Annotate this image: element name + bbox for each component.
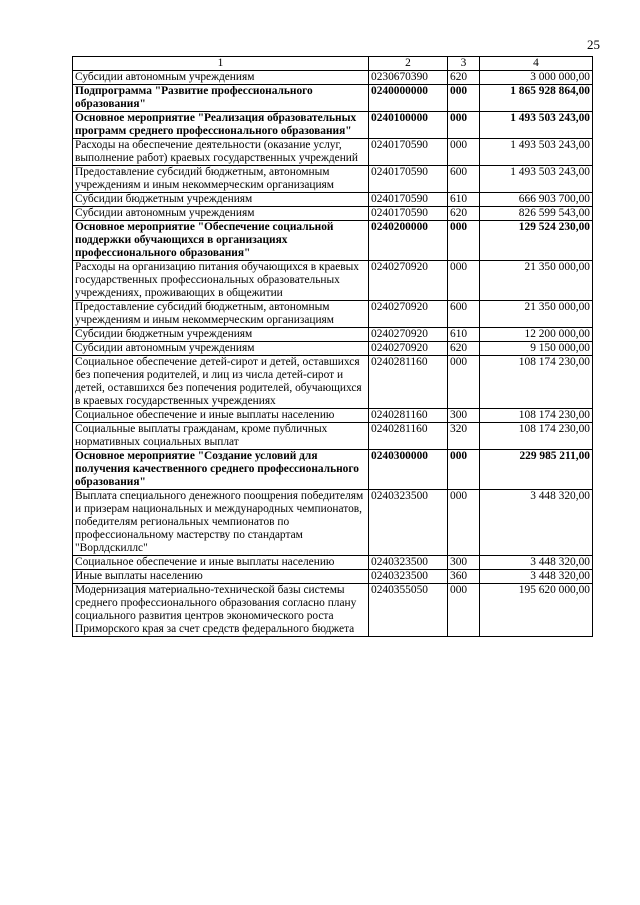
row-name: Социальное обеспечение и иные выплаты населению — [73, 409, 369, 423]
row-code: 0240300000 — [369, 450, 448, 490]
row-code: 0240323500 — [369, 490, 448, 556]
row-sum: 108 174 230,00 — [480, 423, 593, 450]
budget-table — [72, 56, 593, 637]
row-sum: 3 448 320,00 — [480, 490, 593, 556]
row-sum: 666 903 700,00 — [480, 193, 593, 207]
table-row — [73, 166, 593, 193]
row-name: Основное мероприятие "Реализация образовательных программ среднего профессионального образования" — [73, 112, 369, 139]
row-expense-type: 620 — [448, 342, 480, 356]
table-row — [73, 193, 593, 207]
table-body — [73, 71, 593, 637]
row-expense-type: 000 — [448, 139, 480, 166]
row-code: 0240270920 — [369, 328, 448, 342]
table-row — [73, 409, 593, 423]
table-header-row — [73, 57, 593, 71]
row-sum: 195 620 000,00 — [480, 584, 593, 637]
row-sum: 9 150 000,00 — [480, 342, 593, 356]
row-expense-type: 300 — [448, 556, 480, 570]
row-expense-type: 360 — [448, 570, 480, 584]
header-col-name: 1 — [73, 57, 369, 71]
table-row — [73, 423, 593, 450]
row-code: 0240000000 — [369, 85, 448, 112]
row-sum: 1 865 928 864,00 — [480, 85, 593, 112]
row-sum: 129 524 230,00 — [480, 221, 593, 261]
row-name: Основное мероприятие "Создание условий для получения качественного среднего профессионального образования" — [73, 450, 369, 490]
row-sum: 108 174 230,00 — [480, 409, 593, 423]
row-name: Основное мероприятие "Обеспечение социальной поддержки обучающихся в организациях профессионального образования" — [73, 221, 369, 261]
header-col-code: 2 — [369, 57, 448, 71]
row-name: Подпрограмма "Развитие профессионального образования" — [73, 85, 369, 112]
row-name: Расходы на организацию питания обучающихся в краевых государственных профессиональных образовательных учреждениях, проживающих в общежитии — [73, 261, 369, 301]
row-code: 0240270920 — [369, 301, 448, 328]
table-row — [73, 261, 593, 301]
row-code: 0240323500 — [369, 556, 448, 570]
table-row — [73, 556, 593, 570]
row-sum: 1 493 503 243,00 — [480, 112, 593, 139]
row-name: Иные выплаты населению — [73, 570, 369, 584]
row-expense-type: 600 — [448, 301, 480, 328]
row-name: Модернизация материально-технической базы системы среднего профессионального образования согласно плану социального развития центров экономического роста Приморского края за счет средств федерального бюджета — [73, 584, 369, 637]
row-expense-type: 610 — [448, 193, 480, 207]
row-sum: 21 350 000,00 — [480, 301, 593, 328]
table-row — [73, 221, 593, 261]
table-row — [73, 139, 593, 166]
table-row — [73, 356, 593, 409]
row-sum: 1 493 503 243,00 — [480, 139, 593, 166]
row-name: Социальное обеспечение и иные выплаты населению — [73, 556, 369, 570]
row-expense-type: 320 — [448, 423, 480, 450]
row-sum: 3 000 000,00 — [480, 71, 593, 85]
row-code: 0240170590 — [369, 193, 448, 207]
header-col-vr: 3 — [448, 57, 480, 71]
page-number: 25 — [587, 37, 600, 52]
row-code: 0240270920 — [369, 261, 448, 301]
table-row — [73, 584, 593, 637]
table-row — [73, 342, 593, 356]
row-expense-type: 000 — [448, 450, 480, 490]
row-expense-type: 000 — [448, 261, 480, 301]
table-row — [73, 71, 593, 85]
row-name: Субсидии бюджетным учреждениям — [73, 193, 369, 207]
row-name: Субсидии бюджетным учреждениям — [73, 328, 369, 342]
row-name: Социальные выплаты гражданам, кроме публичных нормативных социальных выплат — [73, 423, 369, 450]
row-expense-type: 620 — [448, 207, 480, 221]
row-code: 0240281160 — [369, 409, 448, 423]
table-row — [73, 490, 593, 556]
row-sum: 21 350 000,00 — [480, 261, 593, 301]
row-expense-type: 000 — [448, 85, 480, 112]
row-expense-type: 000 — [448, 221, 480, 261]
row-code: 0240323500 — [369, 570, 448, 584]
row-code: 0240200000 — [369, 221, 448, 261]
row-name: Субсидии автономным учреждениям — [73, 207, 369, 221]
row-expense-type: 000 — [448, 356, 480, 409]
table-row — [73, 570, 593, 584]
row-sum: 826 599 543,00 — [480, 207, 593, 221]
row-expense-type: 620 — [448, 71, 480, 85]
row-name: Субсидии автономным учреждениям — [73, 71, 369, 85]
row-name: Расходы на обеспечение деятельности (оказание услуг, выполнение работ) краевых государственных учреждений — [73, 139, 369, 166]
header-col-sum: 4 — [480, 57, 593, 71]
row-sum: 108 174 230,00 — [480, 356, 593, 409]
row-name: Субсидии автономным учреждениям — [73, 342, 369, 356]
row-expense-type: 000 — [448, 490, 480, 556]
row-expense-type: 600 — [448, 166, 480, 193]
row-sum: 3 448 320,00 — [480, 556, 593, 570]
row-code: 0240270920 — [369, 342, 448, 356]
row-code: 0240100000 — [369, 112, 448, 139]
table-row — [73, 328, 593, 342]
row-sum: 12 200 000,00 — [480, 328, 593, 342]
table-row — [73, 450, 593, 490]
row-expense-type: 300 — [448, 409, 480, 423]
row-code: 0240281160 — [369, 423, 448, 450]
row-code: 0240170590 — [369, 139, 448, 166]
row-expense-type: 000 — [448, 584, 480, 637]
row-expense-type: 000 — [448, 112, 480, 139]
row-code: 0240170590 — [369, 207, 448, 221]
row-sum: 3 448 320,00 — [480, 570, 593, 584]
row-sum: 229 985 211,00 — [480, 450, 593, 490]
row-code: 0240281160 — [369, 356, 448, 409]
table-row — [73, 301, 593, 328]
row-name: Предоставление субсидий бюджетным, автономным учреждениям и иным некоммерческим организациям — [73, 301, 369, 328]
row-name: Предоставление субсидий бюджетным, автономным учреждениям и иным некоммерческим организациям — [73, 166, 369, 193]
row-sum: 1 493 503 243,00 — [480, 166, 593, 193]
row-code: 0240355050 — [369, 584, 448, 637]
table-row — [73, 85, 593, 112]
table-row — [73, 207, 593, 221]
row-expense-type: 610 — [448, 328, 480, 342]
row-code: 0230670390 — [369, 71, 448, 85]
row-code: 0240170590 — [369, 166, 448, 193]
row-name: Социальное обеспечение детей-сирот и детей, оставшихся без попечения родителей, и лиц из числа детей-сирот и детей, оставшихся без попечения родителей, обучающихся в краевых государственных учреждениях — [73, 356, 369, 409]
table-row — [73, 112, 593, 139]
row-name: Выплата специального денежного поощрения победителям и призерам национальных и международных чемпионатов, победителям региональных чемпионатов по профессиональному мастерству по стандартам "Ворлдскиллс" — [73, 490, 369, 556]
